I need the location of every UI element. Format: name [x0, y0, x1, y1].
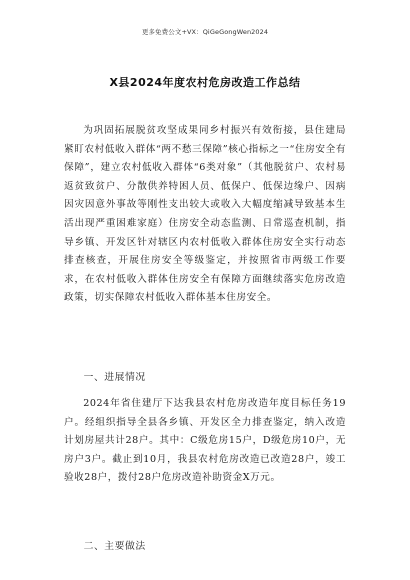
document-title: X县2024年度农村危房改造工作总结: [109, 76, 301, 89]
section2-heading-block: [64, 538, 346, 557]
intro-section: [64, 122, 346, 308]
header-note: 更多免费公文+VX：QiGeGongWen2024: [141, 28, 269, 36]
section1-paragraph: 2024年省住建厅下达我县农村危房改造年度目标任务19户。经组织指导全县各乡镇、开发区全力排查鉴定，纳入改造计划房屋共计28户。其中：C级危房15户，D级危房10户，无房户3户。截止到10月，我县农村危房改造已改造28户，竣工验收28户，拨付28户危房改造补助资金X万元。: [64, 398, 346, 484]
section2-heading: 二、主要做法: [83, 541, 146, 552]
section1-heading: 一、进展情况: [83, 372, 146, 383]
intro-paragraph: 为巩固拓展脱贫攻坚成果同乡村振兴有效衔接，县住建局紧盯农村低收入群体“两不愁三保障”核心指标之一“住房安全有保障”，建立农村低收入群体“6类对象”（其他脱贫户、农村易返贫致贫户、分散供养特困人员、低保户、低保边缘户、因病因灾因意外事故等刚性支出较大或收入大幅度缩减导致基本生活出现严重困难家庭）住房安全动态监测、日常巡查机制，指导乡镇、开发区针对辖区内农村低收入群体住房安全实行动态排查核查，开展住房安全等级鉴定，并按照省市两级工作要求，在农村低收入群体住房安全有保障方面继续落实危房改造政策，切实保障农村低收入群体基本住房安全。: [64, 125, 346, 304]
section1-body: [64, 395, 346, 488]
section1-heading-block: [64, 369, 346, 388]
